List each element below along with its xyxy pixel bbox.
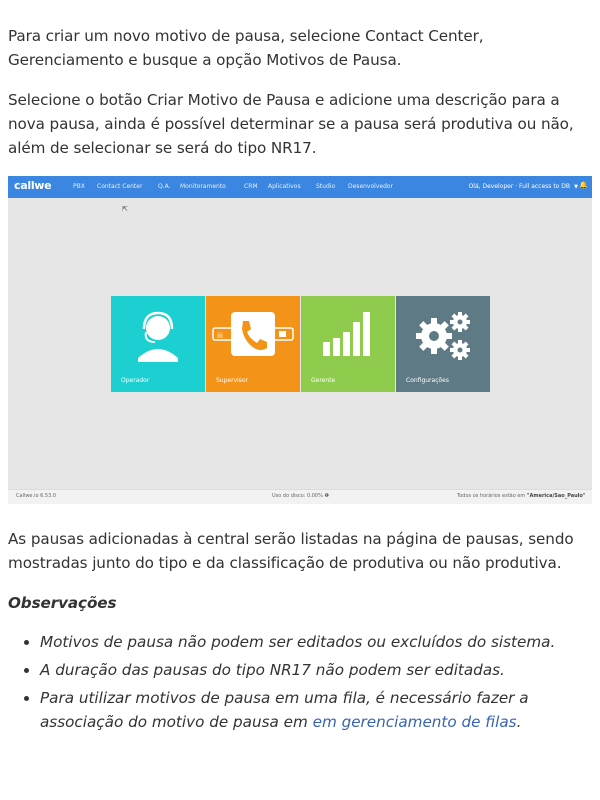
paragraph-create-pause-reason: Para criar um novo motivo de pausa, selecione Contact Center, Gerenciamento e busque a opção Motivos de Pausa. (8, 27, 484, 69)
paragraph-create-button-instructions: Selecione o botão Criar Motivo de Pausa e adicione uma descrição para a nova pausa, ainda é possível determinar se a pausa será produtiva ou não, além de selecionar se será do tipo NR17. (8, 91, 574, 157)
nav-item-desenvolvedor[interactable]: Desenvolvedor (348, 183, 394, 190)
nav-item-pbx[interactable]: PBX (73, 183, 85, 190)
tile-label: Gerente (311, 377, 336, 384)
list-item-suffix: . (516, 713, 522, 731)
embedded-screenshot (8, 176, 592, 504)
tile-label: Operador (121, 377, 150, 384)
nav-item-crm[interactable]: CRM (244, 183, 258, 190)
nav-item-studio[interactable]: Studio (316, 183, 336, 190)
footer-timezone (457, 493, 585, 499)
tile-supervisor[interactable] (206, 296, 300, 392)
list-item (40, 686, 592, 734)
list-item-text: Para utilizar motivos de pausa em uma fila, é necessário fazer a associação do motivo de pausa em (40, 689, 529, 731)
footer-timezone-prefix: Todos os horários estão em (457, 493, 526, 499)
tile-operador[interactable] (111, 296, 205, 392)
nav-item-aplicativos[interactable]: Aplicativos (268, 183, 301, 190)
observations-heading: Observações (8, 594, 117, 612)
nav-item-contact-center[interactable]: Contact Center (97, 183, 143, 190)
app-footer (8, 489, 592, 504)
tile-label: Configurações (406, 377, 449, 384)
footer-timezone-value: "America/Sao_Paulo" (526, 493, 586, 499)
callwe-logo[interactable]: callwe (14, 179, 52, 192)
mouse-cursor-icon: ⇱ (122, 205, 128, 213)
nav-item-monitoramento[interactable]: Monitoramento (180, 183, 226, 190)
chevron-down-icon[interactable]: ▼ (574, 184, 578, 190)
tile-label: Supervisor (216, 377, 249, 384)
list-item: • A duração das pausas do tipo NR17 não podem ser editadas. (40, 658, 592, 682)
footer-version: Callwe.io 6.53.0 (16, 493, 57, 499)
queue-management-link[interactable]: em gerenciamento de filas (312, 713, 517, 731)
list-item: • Motivos de pausa não podem ser editados ou excluídos do sistema. (40, 630, 592, 654)
footer-disk-usage: Uso do disco: 0.00% ❶ (272, 493, 329, 499)
nav-item-qa[interactable]: Q.A. (158, 183, 171, 190)
user-menu[interactable]: Olá, Developer · Full access to DB (468, 183, 570, 190)
bell-icon[interactable]: 🔔 (579, 181, 588, 189)
paragraph-pause-listing: As pausas adicionadas à central serão listadas na página de pausas, sendo mostradas junto do tipo e da classificação de produtiva ou não produtiva. (8, 530, 574, 572)
observations-list (0, 630, 592, 738)
tile-configuracoes[interactable] (396, 296, 490, 392)
app-topbar (8, 176, 592, 198)
svg-text:iii: iii (217, 332, 223, 340)
tile-gerente[interactable] (301, 296, 395, 392)
